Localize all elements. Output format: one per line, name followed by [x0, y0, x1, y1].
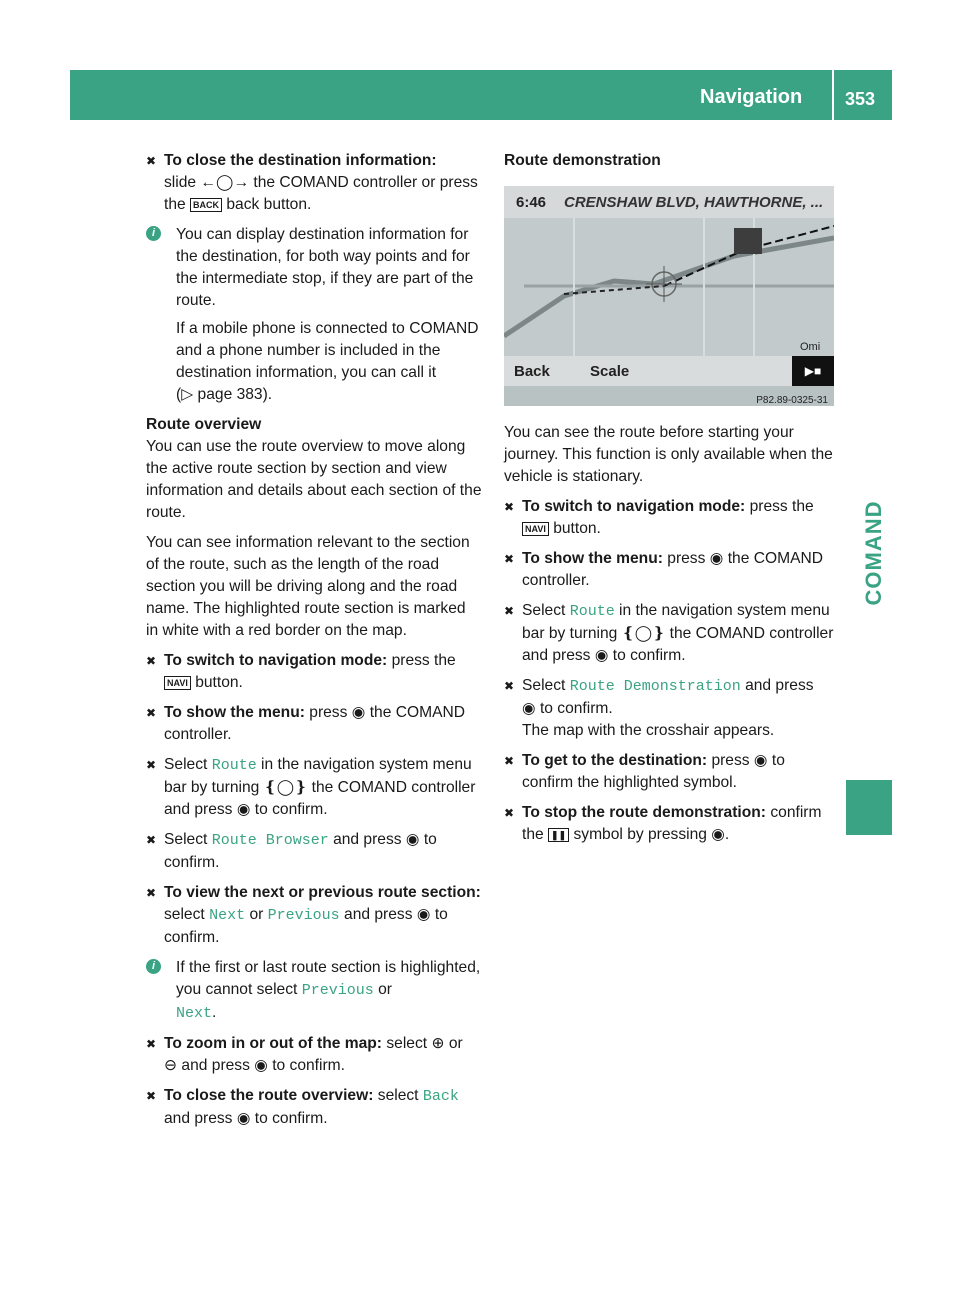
info-icon: i	[146, 959, 161, 974]
pause-icon: ❚❚	[548, 828, 569, 842]
screen-time: 6:46	[516, 194, 547, 211]
slide-left-right-icon: ←◯→	[200, 174, 250, 191]
screen-menu-bar	[504, 356, 834, 386]
instruction-stop-demonstration: ✖ To stop the route demonstration: confirm the ❚❚ symbol by pressing ◉.	[504, 802, 836, 846]
instruction-select-route-right: ✖ Select Route in the navigation system menu bar by turning ❴◯❵ the COMAND controller and press ◉ to confirm.	[504, 600, 836, 667]
side-section-label: COMAND	[861, 500, 886, 606]
navi-key-icon: NAVI	[522, 522, 549, 536]
instruction-next-previous: ✖ To view the next or previous route section: select Next or Previous and press ◉ to confirm.	[146, 882, 482, 949]
instruction-select-route: ✖ Select Route in the navigation system menu bar by turning ❴◯❵ the COMAND controller and press ◉ to confirm.	[146, 754, 482, 821]
press-controller-icon: ◉	[236, 1110, 251, 1127]
instruction-close-overview: ✖ To close the route overview: select Back and press ◉ to confirm.	[146, 1085, 482, 1130]
screen-play-icon: ▶■	[792, 356, 834, 386]
section-heading-demo: Route demonstration	[504, 152, 661, 169]
press-controller-icon: ◉	[351, 704, 366, 721]
left-column: ✖ To close the destination information: slide ←◯→ the COMAND controller or press the BACK back button. i You can display destination information for the destination, for both way points and for the intermediate stop, if they are part of the route. If a mobile phone is connected to COMAND and a phone number is included in the destination information, you can call it (▷ page 383). Route overview You can use the route overview to move along the active route section by section and view information and details about each section of the route. You can see information relevant to the section of the route, such as the length of the road section you will be driving along and the road name. The highlighted route section is marked in white with a red border on the map. ✖ To switch to navigation mode: press the NAVI button. ✖ To show the menu: press ◉ the COMAND controller. ✖ Select Route in the navigation system menu bar by turning ❴◯❵ the COMAND controller and press ◉ to confirm. ✖ Select Route Browser and press ◉ to confirm. ✖ To view the next or previous route section: select Next or Previous and press ◉ to confirm. i If the first or last route section is highlighted, you cannot select Previous or Next. ✖ To zoom in or out of the map: select ⊕ or ⊖ and press ◉ to confirm. ✖ To close the route overview: select Back and press ◉ to confirm.	[146, 150, 482, 1138]
instruction-zoom: ✖ To zoom in or out of the map: select ⊕ or ⊖ and press ◉ to confirm.	[146, 1033, 482, 1077]
press-controller-icon: ◉	[405, 831, 420, 848]
zoom-in-icon: ⊕	[431, 1035, 445, 1052]
zoom-out-icon: ⊖	[164, 1057, 178, 1074]
screen-omi-label: Omi	[800, 341, 821, 353]
page-number: 353	[845, 89, 876, 109]
page-title: Navigation	[700, 86, 803, 108]
instruction-nav-mode-right: ✖ To switch to navigation mode: press the NAVI button.	[504, 496, 836, 540]
instruction-close-destination: ✖ To close the destination information: slide ←◯→ the COMAND controller or press the BACK back button.	[146, 150, 482, 216]
instruction-route-browser: ✖ Select Route Browser and press ◉ to confirm.	[146, 829, 482, 874]
back-key-icon: BACK	[190, 198, 222, 212]
instruction-nav-mode: ✖ To switch to navigation mode: press the NAVI button.	[146, 650, 482, 694]
press-controller-icon: ◉	[753, 752, 768, 769]
screen-scale-item: Scale	[590, 363, 630, 380]
navigation-screen-image	[504, 186, 834, 406]
press-controller-icon: ◉	[522, 700, 536, 717]
press-controller-icon: ◉	[236, 801, 251, 818]
press-controller-icon: ◉	[709, 550, 724, 567]
press-controller-icon: ◉	[416, 906, 431, 923]
turn-controller-icon: ❴◯❵	[263, 779, 308, 796]
page-ref-arrow-icon: ▷	[181, 386, 194, 403]
image-reference-code: P82.89-0325-31	[756, 395, 828, 406]
screen-street-name: CRENSHAW BLVD, HAWTHORNE, ...	[564, 194, 824, 211]
header-divider	[832, 70, 834, 120]
section-heading-overview: Route overview	[146, 416, 262, 433]
instruction-get-destination: ✖ To get to the destination: press ◉ to confirm the highlighted symbol.	[504, 750, 836, 794]
press-controller-icon: ◉	[254, 1057, 268, 1074]
side-block	[846, 780, 892, 835]
navi-key-icon: NAVI	[164, 676, 191, 690]
right-column: Route demonstration 6:46 CRENSHAW BLVD, HAWTHORNE, ... Omi Back Scale ▶■ P82.89-0325-31 You can see the route before starting your journey. This function is only available when the vehicle is stationary. ✖ To switch to navigation mode: press the NAVI button. ✖ To show the menu: press ◉ the COMAND controller. ✖ Select Route in the navigation system menu bar by turning ❴◯❵ the COMAND controller and press ◉ to confirm. ✖ Select Route Demonstration and press ◉ to confirm. The map with the crosshair appears. ✖ To get to the destination: press ◉ to confirm the highlighted symbol. ✖ To stop the route demonstration: confirm the ❚❚ symbol by pressing ◉.	[504, 150, 836, 854]
info-note-first-last: i If the first or last route section is highlighted, you cannot select Previous or Next.	[146, 957, 482, 1025]
instruction-show-menu: ✖ To show the menu: press ◉ the COMAND controller.	[146, 702, 482, 746]
instruction-route-demonstration: ✖ Select Route Demonstration and press ◉ to confirm. The map with the crosshair appears.	[504, 675, 836, 742]
info-icon: i	[146, 226, 161, 241]
info-note-destination: i You can display destination information for the destination, for both way points and for the intermediate stop, if they are part of the route. If a mobile phone is connected to COMAND and a phone number is included in the destination information, you can call it (▷ page 383).	[146, 224, 482, 406]
press-controller-icon: ◉	[711, 826, 725, 843]
screen-back-item: Back	[514, 363, 550, 380]
press-controller-icon: ◉	[594, 647, 609, 664]
instruction-show-menu-right: ✖ To show the menu: press ◉ the COMAND controller.	[504, 548, 836, 592]
turn-controller-icon: ❴◯❵	[621, 625, 666, 642]
